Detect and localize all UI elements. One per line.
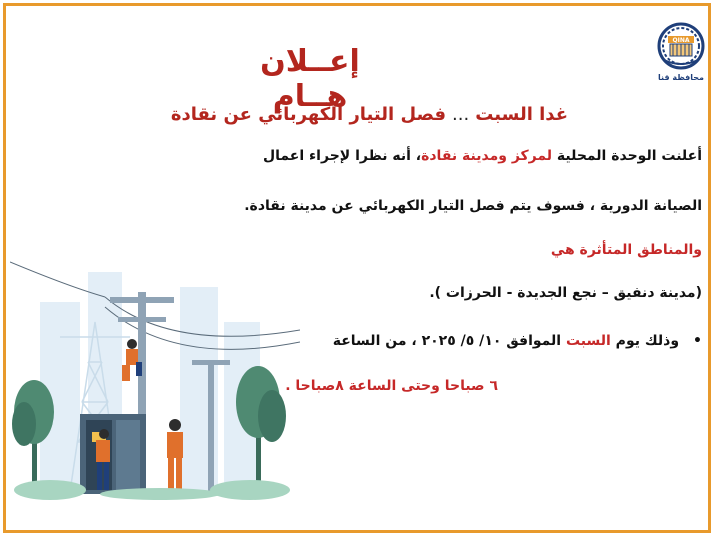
bullet-icon: •	[693, 333, 702, 349]
electrical-cabinet-icon	[80, 414, 146, 494]
subtitle	[171, 104, 568, 125]
logo-badge-text: QINA	[672, 37, 690, 44]
body-line-2: الصيانة الدورية ، فسوف يتم فصل التيار الكهربائي عن مدينة نقادة.	[244, 198, 702, 214]
date-day: السبت	[565, 333, 611, 349]
body-line-1	[263, 148, 702, 164]
line1-start: أعلنت الوحدة المحلية	[552, 148, 702, 164]
body-line-date	[333, 333, 702, 349]
page-title: إعــلان هــام	[260, 44, 360, 114]
line1-end: ، أنه نظرا لإجراء اعمال	[263, 148, 422, 164]
affected-areas-heading: والمناطق المتأثرة هي	[550, 242, 702, 258]
subtitle-dots: ...	[452, 104, 470, 125]
subtitle-main: فصل التيار الكهربائي عن نقادة	[170, 104, 447, 125]
subtitle-day: غدا السبت	[475, 104, 568, 125]
body-line-time: ٦ صباحا وحتى الساعة ٨صباحا .	[285, 378, 498, 394]
logo-caption: محافظة قنا	[658, 73, 704, 82]
affected-areas-list: (مدينة دنفيق – نجع الجديدة - الحرزات ).	[429, 285, 702, 301]
date-end: الموافق ١٠/ ٥/ ٢٠٢٥ ، من الساعة	[332, 333, 566, 349]
line1-highlight: لمركز ومدينة نقادة	[421, 148, 553, 164]
date-start: وذلك يوم	[610, 333, 680, 349]
electricians-illustration	[10, 242, 300, 502]
